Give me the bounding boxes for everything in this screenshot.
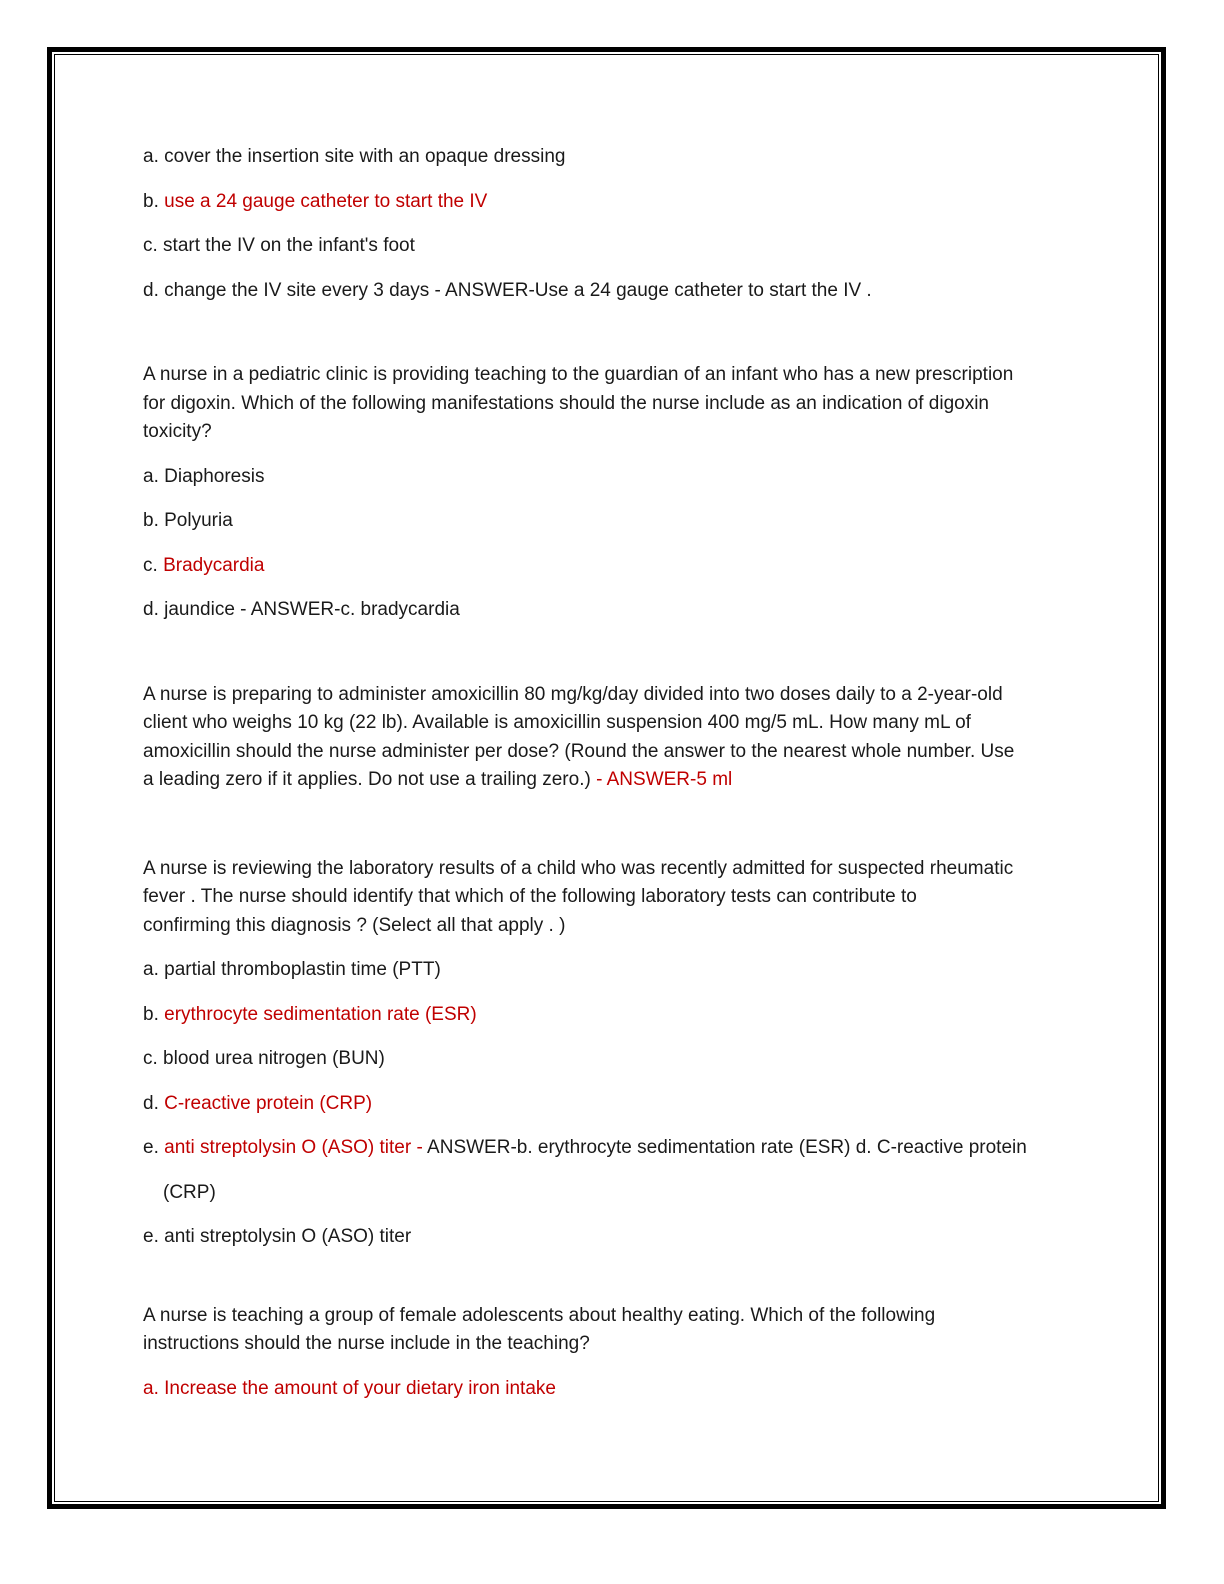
q4-stem bbox=[143, 855, 1083, 941]
q3-stem-line: A nurse is preparing to administer amoxicillin 80 mg/kg/day divided into two doses daily to a 2-year-old bbox=[143, 683, 1003, 705]
q2-stem-line: A nurse in a pediatric clinic is providing teaching to the guardian of an infant who has a new prescription bbox=[143, 364, 1014, 385]
q1-option-b-prefix: b. bbox=[143, 190, 165, 212]
q2-option-b: b. Polyuria bbox=[143, 510, 233, 531]
q3-stem-line: client who weighs 10 kg (22 lb). Available is amoxicillin suspension 400 mg/5 mL. How many mL of bbox=[143, 712, 971, 733]
q4-option-b bbox=[143, 1001, 1083, 1030]
q2-option-d: d. jaundice - ANSWER-c. bradycardia bbox=[143, 599, 460, 620]
q3-stem-last-line bbox=[143, 766, 1083, 795]
q1-option-a: a. cover the insertion site with an opaque dressing bbox=[143, 146, 566, 167]
q5-stem-line: A nurse is teaching a group of female adolescents about healthy eating. Which of the following bbox=[143, 1304, 936, 1326]
q1-option-b bbox=[143, 188, 1083, 217]
q5-stem bbox=[143, 1302, 1083, 1359]
document-body bbox=[143, 143, 1083, 1403]
q2-stem bbox=[143, 361, 1083, 447]
q4-option-e bbox=[143, 1134, 1083, 1163]
q4-answer: ANSWER-b. erythrocyte sedimentation rate (ESR) d. C-reactive protein bbox=[427, 1137, 1027, 1158]
q4-option-a: a. partial thromboplastin time (PTT) bbox=[143, 959, 441, 980]
q4-option-d bbox=[143, 1090, 1083, 1119]
q2-option-c-prefix: c. bbox=[143, 554, 164, 576]
q3-stem-last-text: a leading zero if it applies. Do not use a trailing zero.) bbox=[143, 769, 597, 790]
q2-option-a: a. Diaphoresis bbox=[143, 465, 265, 487]
q4-option-e-text: anti streptolysin O (ASO) titer bbox=[164, 1137, 412, 1158]
q4-option-c: c. blood urea nitrogen (BUN) bbox=[143, 1048, 385, 1069]
q3-stem-line: amoxicillin should the nurse administer per dose? (Round the answer to the nearest whole number. Use bbox=[143, 740, 1015, 762]
q4-option-e-prefix: e. bbox=[143, 1137, 165, 1158]
q1-option-b-text: use a 24 gauge catheter to start the IV bbox=[164, 190, 488, 212]
q4-option-b-prefix: b. bbox=[143, 1003, 165, 1025]
q4-answer-last: e. anti streptolysin O (ASO) titer bbox=[143, 1226, 412, 1247]
q4-option-d-text: C-reactive protein (CRP) bbox=[164, 1092, 373, 1114]
q4-option-b-text: erythrocyte sedimentation rate (ESR) bbox=[164, 1003, 477, 1025]
q3-answer: - ANSWER-5 ml bbox=[596, 769, 733, 790]
q4-stem-line: fever . The nurse should identify that which of the following laboratory tests can contribute to bbox=[143, 886, 917, 907]
q4-answer-continued: (CRP) bbox=[163, 1181, 216, 1203]
q1-option-d: d. change the IV site every 3 days - ANSWER-Use a 24 gauge catheter to start the IV . bbox=[143, 279, 872, 301]
q3-stem bbox=[143, 681, 1083, 795]
q4-option-d-prefix: d. bbox=[143, 1092, 165, 1114]
q2-stem-line: toxicity? bbox=[143, 421, 212, 442]
q1-option-c: c. start the IV on the infant's foot bbox=[143, 235, 415, 256]
q4-stem-line: confirming this diagnosis ? (Select all that apply . ) bbox=[143, 914, 566, 936]
q4-option-e-dash: - bbox=[411, 1137, 428, 1158]
q2-option-c-text: Bradycardia bbox=[163, 554, 265, 576]
q2-stem-line: for digoxin. Which of the following manifestations should the nurse include as an indication of digoxin bbox=[143, 392, 990, 414]
q5-stem-line: instructions should the nurse include in the teaching? bbox=[143, 1333, 590, 1354]
q4-stem-line: A nurse is reviewing the laboratory results of a child who was recently admitted for suspected rheumatic bbox=[143, 857, 1014, 879]
q2-option-c bbox=[143, 552, 1083, 581]
q5-option-a: a. Increase the amount of your dietary iron intake bbox=[143, 1377, 556, 1399]
